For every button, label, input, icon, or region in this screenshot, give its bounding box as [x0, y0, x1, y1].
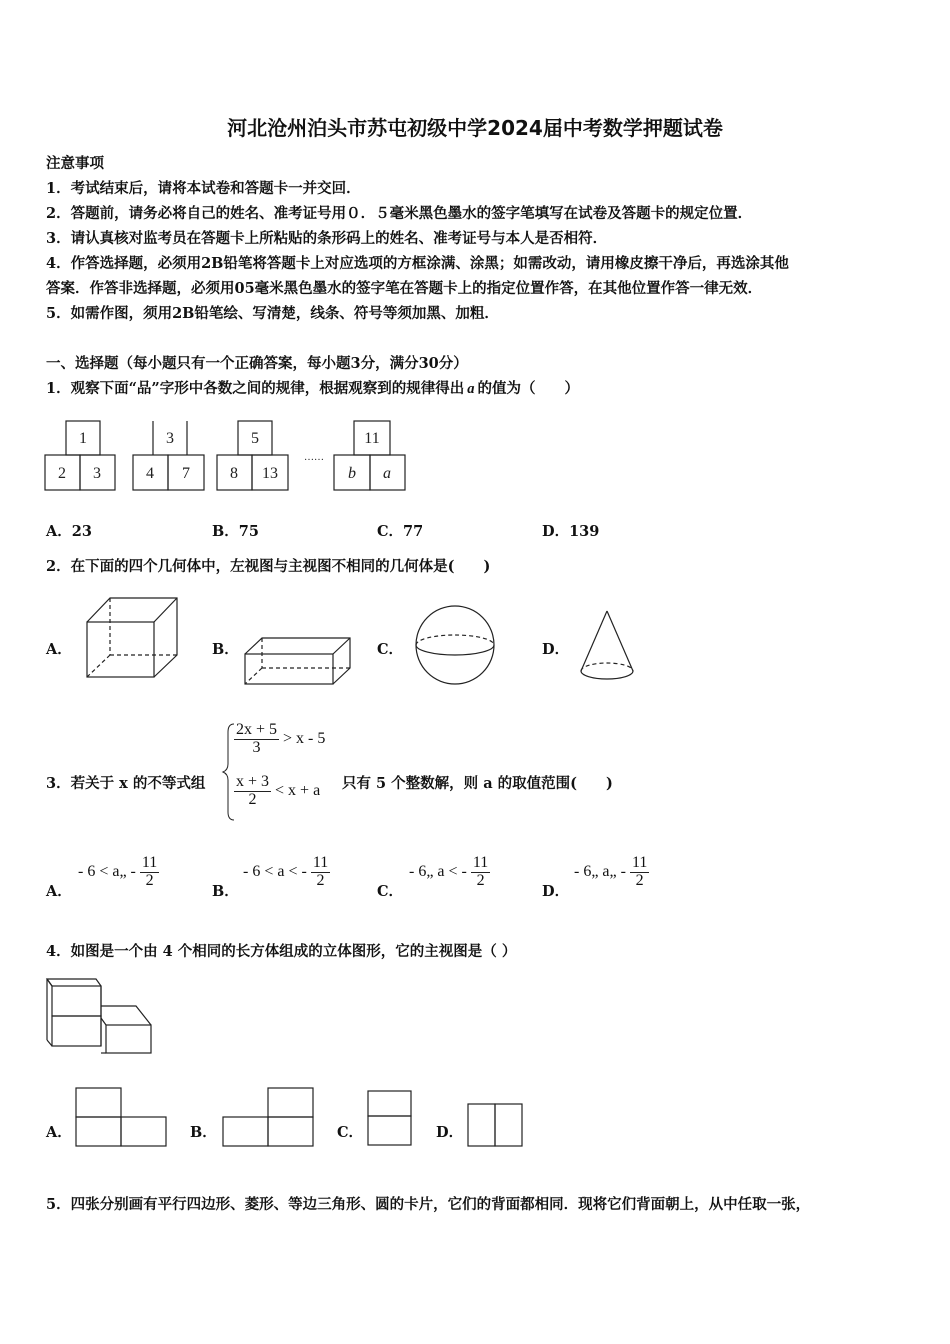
q3-option-a-label[interactable]: A．: [46, 883, 72, 900]
inequality-rest: > x - 5: [283, 729, 326, 747]
notice-item: 4．作答选择题，必须用2B铅笔将答题卡上对应选项的方框涂满、涂黑；如需改动，请用橡皮擦干净后，再选涂其他: [46, 255, 789, 272]
q3-option-d-expr: [574, 855, 649, 890]
fig4-left: b: [348, 465, 356, 482]
notice-item: 2．答题前，请务必将自己的姓名、准考证号用０．５毫米黑色墨水的签字笔填写在试卷及答题卡的规定位置．: [46, 205, 753, 222]
fraction-denominator: 2: [635, 871, 644, 889]
q2-option-c[interactable]: C．: [377, 641, 404, 658]
q3-option-d-label[interactable]: D．: [542, 883, 570, 900]
fraction-denominator: 2: [145, 871, 154, 889]
question-2-stem: 2．在下面的四个几何体中，左视图与主视图不相同的几何体是( ): [46, 558, 491, 575]
fig2-top: 3: [166, 430, 174, 447]
fig1-top: 1: [79, 430, 87, 447]
q3-inequality-1: [234, 722, 325, 757]
q1-option-c[interactable]: [377, 520, 423, 541]
q4-option-c[interactable]: C．: [337, 1124, 364, 1141]
page-title: 河北沧州泊头市苏屯初级中学2024届中考数学押题试卷: [227, 116, 723, 140]
notice-item: 1．考试结束后，请将本试卷和答题卡一并交回．: [46, 180, 361, 197]
option-expr: - 6„ a„ -: [574, 862, 626, 880]
section-heading: 一、选择题（每小题只有一个正确答案，每小题3分，满分30分）: [46, 355, 468, 372]
option-expr: - 6 < a < -: [243, 862, 307, 880]
q3-stem-part: 只有 5 个整数解，则 a 的取值范围( ): [342, 775, 613, 792]
fraction-denominator: 3: [252, 738, 261, 756]
fig3-left: 8: [230, 465, 238, 482]
fig2-right: 7: [182, 465, 190, 482]
option-text: 139: [569, 523, 600, 540]
fig3-right: 13: [262, 465, 278, 482]
option-label: A．: [46, 523, 72, 540]
fig1-left: 2: [58, 465, 66, 482]
q1-option-a[interactable]: [46, 520, 92, 541]
fig1-right: 3: [93, 465, 101, 482]
q2-option-d[interactable]: D．: [542, 641, 570, 658]
fig-ellipsis: ……: [304, 452, 324, 463]
q3-option-c-label[interactable]: C．: [377, 883, 404, 900]
q1-stem-part: 的值为（ ）: [477, 380, 580, 397]
fig2-left: 4: [146, 465, 154, 482]
fraction-denominator: 2: [248, 790, 257, 808]
inequality-rest: < x + a: [275, 781, 321, 799]
q1-option-d[interactable]: [542, 520, 599, 541]
q2-option-a[interactable]: A．: [46, 641, 72, 658]
q4-option-b[interactable]: B．: [190, 1124, 217, 1141]
option-expr: - 6„ a < -: [409, 862, 467, 880]
fraction-numerator: 11: [141, 854, 158, 871]
option-text: 77: [403, 523, 424, 540]
q2-option-b[interactable]: B．: [212, 641, 239, 658]
fraction-numerator: 11: [312, 854, 329, 871]
fraction-numerator: 11: [631, 854, 648, 871]
notice-heading: 注意事项: [46, 155, 104, 172]
q3-inequality-2: [234, 774, 320, 809]
notice-item: 答案．作答非选择题，必须用05毫米黑色墨水的签字笔在答题卡上的指定位置作答，在其他位置作答一律无效．: [46, 280, 763, 297]
q3-option-b-label[interactable]: B．: [212, 883, 239, 900]
option-label: D．: [542, 523, 570, 540]
fig4-top: 11: [364, 430, 380, 447]
q1-var: a: [467, 381, 475, 397]
q1-stem-part: 1．观察下面“品”字形中各数之间的规律，根据观察到的规律得出: [46, 380, 465, 397]
option-expr: - 6 < a„ -: [78, 862, 136, 880]
question-4-stem: 4．如图是一个由 4 个相同的长方体组成的立体图形，它的主视图是（ ）: [46, 943, 517, 960]
q3-option-c-expr: [409, 855, 490, 890]
option-label: C．: [377, 523, 404, 540]
fraction-numerator: x + 3: [236, 773, 270, 790]
q3-stem-part: 3．若关于 x 的不等式组: [46, 775, 206, 792]
option-text: 23: [71, 523, 92, 540]
q4-option-a[interactable]: A．: [46, 1124, 72, 1141]
fraction-denominator: 2: [476, 871, 485, 889]
option-text: 75: [238, 523, 259, 540]
q4-option-d[interactable]: D．: [436, 1124, 464, 1141]
fig3-top: 5: [251, 430, 259, 447]
q3-option-a-expr: [78, 855, 159, 890]
notice-item: 5．如需作图，须用2B铅笔绘、写清楚，线条、符号等须加黑、加粗．: [46, 305, 499, 322]
fraction-numerator: 2x + 5: [236, 721, 278, 738]
question-5-stem: 5．四张分别画有平行四边形、菱形、等边三角形、圆的卡片，它们的背面都相同．现将它们背面朝上，从中任取一张，: [46, 1196, 811, 1213]
option-label: B．: [212, 523, 239, 540]
notice-item: 3．请认真核对监考员在答题卡上所粘贴的条形码上的姓名、准考证号与本人是否相符．: [46, 230, 608, 247]
fraction-denominator: 2: [316, 871, 325, 889]
fig4-right: a: [383, 465, 391, 482]
fraction-numerator: 11: [472, 854, 489, 871]
q3-option-b-expr: [243, 855, 330, 890]
q1-option-b[interactable]: [212, 520, 259, 541]
